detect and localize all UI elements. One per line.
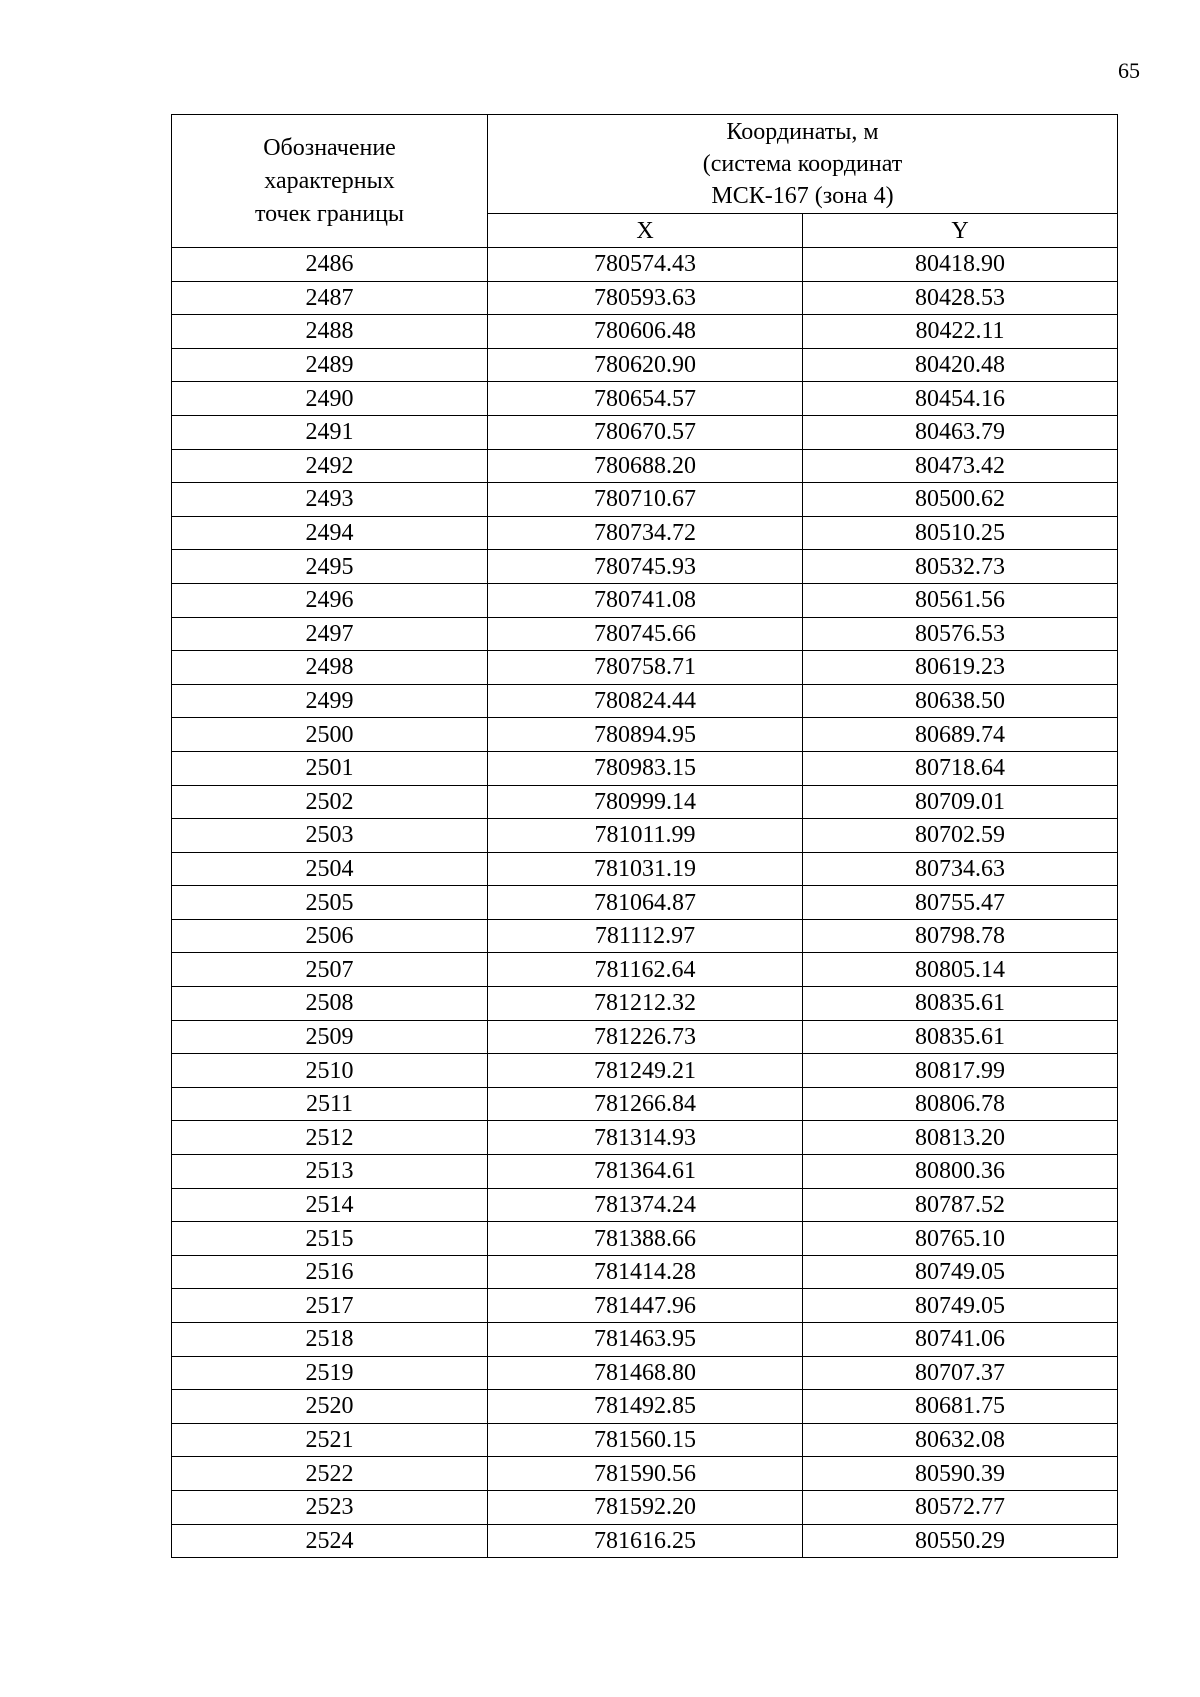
y-coordinate-cell: 80787.52 [803, 1188, 1118, 1222]
x-coordinate-cell: 781388.66 [488, 1222, 803, 1256]
x-coordinate-cell: 781011.99 [488, 819, 803, 853]
point-id-cell: 2488 [172, 315, 488, 349]
y-coordinate-cell: 80718.64 [803, 751, 1118, 785]
y-coordinate-cell: 80500.62 [803, 483, 1118, 517]
coordinates-title-line-1: Координаты, м [726, 119, 879, 145]
point-id-cell: 2489 [172, 348, 488, 382]
x-coordinate-cell: 780593.63 [488, 281, 803, 315]
y-coordinate-cell: 80749.05 [803, 1255, 1118, 1289]
table-row [172, 953, 1118, 987]
point-id-cell: 2520 [172, 1390, 488, 1424]
point-id-cell: 2499 [172, 684, 488, 718]
table-row [172, 651, 1118, 685]
point-id-cell: 2502 [172, 785, 488, 819]
point-id-cell: 2510 [172, 1054, 488, 1088]
point-id-cell: 2511 [172, 1087, 488, 1121]
y-coordinate-cell: 80798.78 [803, 919, 1118, 953]
point-id-cell: 2509 [172, 1020, 488, 1054]
y-coordinate-cell: 80813.20 [803, 1121, 1118, 1155]
table-row [172, 516, 1118, 550]
table-row [172, 751, 1118, 785]
y-coordinate-cell: 80741.06 [803, 1323, 1118, 1357]
table-row [172, 1457, 1118, 1491]
y-coordinate-cell: 80765.10 [803, 1222, 1118, 1256]
x-coordinate-cell: 781266.84 [488, 1087, 803, 1121]
point-id-cell: 2503 [172, 819, 488, 853]
x-coordinate-cell: 781592.20 [488, 1490, 803, 1524]
x-coordinate-cell: 780824.44 [488, 684, 803, 718]
y-coordinate-cell: 80800.36 [803, 1155, 1118, 1189]
x-coordinate-cell: 780670.57 [488, 415, 803, 449]
point-id-cell: 2498 [172, 651, 488, 685]
table-row [172, 1188, 1118, 1222]
coordinates-title-line-2: (система координат [702, 151, 903, 177]
point-id-cell: 2519 [172, 1356, 488, 1390]
x-coordinate-cell: 781414.28 [488, 1255, 803, 1289]
point-id-cell: 2491 [172, 415, 488, 449]
y-coordinate-cell: 80428.53 [803, 281, 1118, 315]
table-row [172, 1054, 1118, 1088]
point-id-cell: 2514 [172, 1188, 488, 1222]
y-coordinate-cell: 80749.05 [803, 1289, 1118, 1323]
point-id-cell: 2516 [172, 1255, 488, 1289]
table-row [172, 1524, 1118, 1558]
point-id-cell: 2522 [172, 1457, 488, 1491]
y-coordinate-cell: 80817.99 [803, 1054, 1118, 1088]
table-row [172, 281, 1118, 315]
x-coordinate-cell: 781226.73 [488, 1020, 803, 1054]
table-header [172, 115, 1118, 248]
table-row [172, 1020, 1118, 1054]
y-coordinate-cell: 80550.29 [803, 1524, 1118, 1558]
table-row [172, 718, 1118, 752]
point-id-cell: 2500 [172, 718, 488, 752]
x-coordinate-cell: 781616.25 [488, 1524, 803, 1558]
x-coordinate-cell: 781364.61 [488, 1155, 803, 1189]
x-coordinate-cell: 781468.80 [488, 1356, 803, 1390]
point-designation-line-1: Обозначение [263, 134, 396, 161]
table-row [172, 1087, 1118, 1121]
y-coordinate-cell: 80806.78 [803, 1087, 1118, 1121]
x-coordinate-cell: 780688.20 [488, 449, 803, 483]
point-id-cell: 2507 [172, 953, 488, 987]
table-row [172, 382, 1118, 416]
table-row [172, 987, 1118, 1021]
y-coordinate-cell: 80561.56 [803, 583, 1118, 617]
point-id-cell: 2494 [172, 516, 488, 550]
y-coordinate-cell: 80454.16 [803, 382, 1118, 416]
table-row [172, 1423, 1118, 1457]
x-coordinate-cell: 780745.93 [488, 550, 803, 584]
table-row [172, 1323, 1118, 1357]
point-id-cell: 2487 [172, 281, 488, 315]
y-coordinate-cell: 80835.61 [803, 1020, 1118, 1054]
table-row [172, 1490, 1118, 1524]
point-designation-line-2: характерных [264, 167, 395, 194]
table-row [172, 415, 1118, 449]
point-id-cell: 2506 [172, 919, 488, 953]
x-coordinate-cell: 780745.66 [488, 617, 803, 651]
table-row [172, 617, 1118, 651]
table-row [172, 315, 1118, 349]
point-id-cell: 2517 [172, 1289, 488, 1323]
table-row [172, 348, 1118, 382]
x-coordinate-cell: 781560.15 [488, 1423, 803, 1457]
point-id-cell: 2505 [172, 886, 488, 920]
x-coordinate-cell: 781492.85 [488, 1390, 803, 1424]
x-column-header: X [488, 214, 803, 248]
table-row [172, 449, 1118, 483]
point-id-cell: 2497 [172, 617, 488, 651]
x-coordinate-cell: 780606.48 [488, 315, 803, 349]
x-coordinate-cell: 781590.56 [488, 1457, 803, 1491]
y-coordinate-cell: 80473.42 [803, 449, 1118, 483]
table-row [172, 852, 1118, 886]
point-id-cell: 2492 [172, 449, 488, 483]
coordinates-title-line-3: МСК-167 (зона 4) [711, 183, 894, 209]
table-body [172, 248, 1118, 1558]
y-coordinate-cell: 80707.37 [803, 1356, 1118, 1390]
y-coordinate-cell: 80463.79 [803, 415, 1118, 449]
point-id-cell: 2504 [172, 852, 488, 886]
table-row [172, 919, 1118, 953]
x-coordinate-cell: 780758.71 [488, 651, 803, 685]
y-coordinate-cell: 80422.11 [803, 315, 1118, 349]
y-coordinate-cell: 80755.47 [803, 886, 1118, 920]
x-coordinate-cell: 781031.19 [488, 852, 803, 886]
table-row [172, 819, 1118, 853]
x-coordinate-cell: 780734.72 [488, 516, 803, 550]
point-designation-line-3: точек границы [254, 200, 405, 227]
point-id-cell: 2486 [172, 248, 488, 282]
point-id-cell: 2523 [172, 1490, 488, 1524]
y-coordinate-cell: 80572.77 [803, 1490, 1118, 1524]
table-row [172, 583, 1118, 617]
x-coordinate-cell: 781064.87 [488, 886, 803, 920]
x-coordinate-cell: 781212.32 [488, 987, 803, 1021]
point-id-cell: 2496 [172, 583, 488, 617]
table-row [172, 684, 1118, 718]
x-coordinate-cell: 781162.64 [488, 953, 803, 987]
table-row [172, 886, 1118, 920]
x-coordinate-cell: 780574.43 [488, 248, 803, 282]
table-row [172, 1121, 1118, 1155]
y-coordinate-cell: 80619.23 [803, 651, 1118, 685]
point-id-cell: 2495 [172, 550, 488, 584]
x-coordinate-cell: 780983.15 [488, 751, 803, 785]
table-row [172, 1289, 1118, 1323]
x-coordinate-cell: 781249.21 [488, 1054, 803, 1088]
x-coordinate-cell: 780620.90 [488, 348, 803, 382]
x-coordinate-cell: 780654.57 [488, 382, 803, 416]
x-coordinate-cell: 781112.97 [488, 919, 803, 953]
y-coordinate-cell: 80681.75 [803, 1390, 1118, 1424]
y-column-header: Y [803, 214, 1118, 248]
y-coordinate-cell: 80709.01 [803, 785, 1118, 819]
table-row [172, 1356, 1118, 1390]
point-id-cell: 2521 [172, 1423, 488, 1457]
point-id-cell: 2512 [172, 1121, 488, 1155]
point-designation-header [172, 115, 488, 248]
coordinates-header [488, 115, 1118, 214]
point-id-cell: 2515 [172, 1222, 488, 1256]
y-coordinate-cell: 80689.74 [803, 718, 1118, 752]
x-coordinate-cell: 780710.67 [488, 483, 803, 517]
y-coordinate-cell: 80420.48 [803, 348, 1118, 382]
table-row [172, 1155, 1118, 1189]
y-coordinate-cell: 80734.63 [803, 852, 1118, 886]
point-id-cell: 2524 [172, 1524, 488, 1558]
x-coordinate-cell: 780741.08 [488, 583, 803, 617]
y-coordinate-cell: 80835.61 [803, 987, 1118, 1021]
x-coordinate-cell: 781463.95 [488, 1323, 803, 1357]
y-coordinate-cell: 80418.90 [803, 248, 1118, 282]
table-row [172, 1222, 1118, 1256]
y-coordinate-cell: 80805.14 [803, 953, 1118, 987]
y-coordinate-cell: 80590.39 [803, 1457, 1118, 1491]
y-coordinate-cell: 80632.08 [803, 1423, 1118, 1457]
y-coordinate-cell: 80702.59 [803, 819, 1118, 853]
page-number: 65 [1118, 58, 1140, 83]
table-row [172, 1390, 1118, 1424]
point-id-cell: 2490 [172, 382, 488, 416]
x-coordinate-cell: 781447.96 [488, 1289, 803, 1323]
point-id-cell: 2493 [172, 483, 488, 517]
y-coordinate-cell: 80510.25 [803, 516, 1118, 550]
coordinates-table [171, 114, 1118, 1558]
point-id-cell: 2508 [172, 987, 488, 1021]
y-coordinate-cell: 80638.50 [803, 684, 1118, 718]
y-coordinate-cell: 80532.73 [803, 550, 1118, 584]
x-coordinate-cell: 780999.14 [488, 785, 803, 819]
table-row [172, 785, 1118, 819]
table-row [172, 248, 1118, 282]
x-coordinate-cell: 780894.95 [488, 718, 803, 752]
table-row [172, 483, 1118, 517]
x-coordinate-cell: 781374.24 [488, 1188, 803, 1222]
y-coordinate-cell: 80576.53 [803, 617, 1118, 651]
table-row [172, 550, 1118, 584]
point-id-cell: 2513 [172, 1155, 488, 1189]
point-id-cell: 2518 [172, 1323, 488, 1357]
x-coordinate-cell: 781314.93 [488, 1121, 803, 1155]
table-row [172, 1255, 1118, 1289]
point-id-cell: 2501 [172, 751, 488, 785]
